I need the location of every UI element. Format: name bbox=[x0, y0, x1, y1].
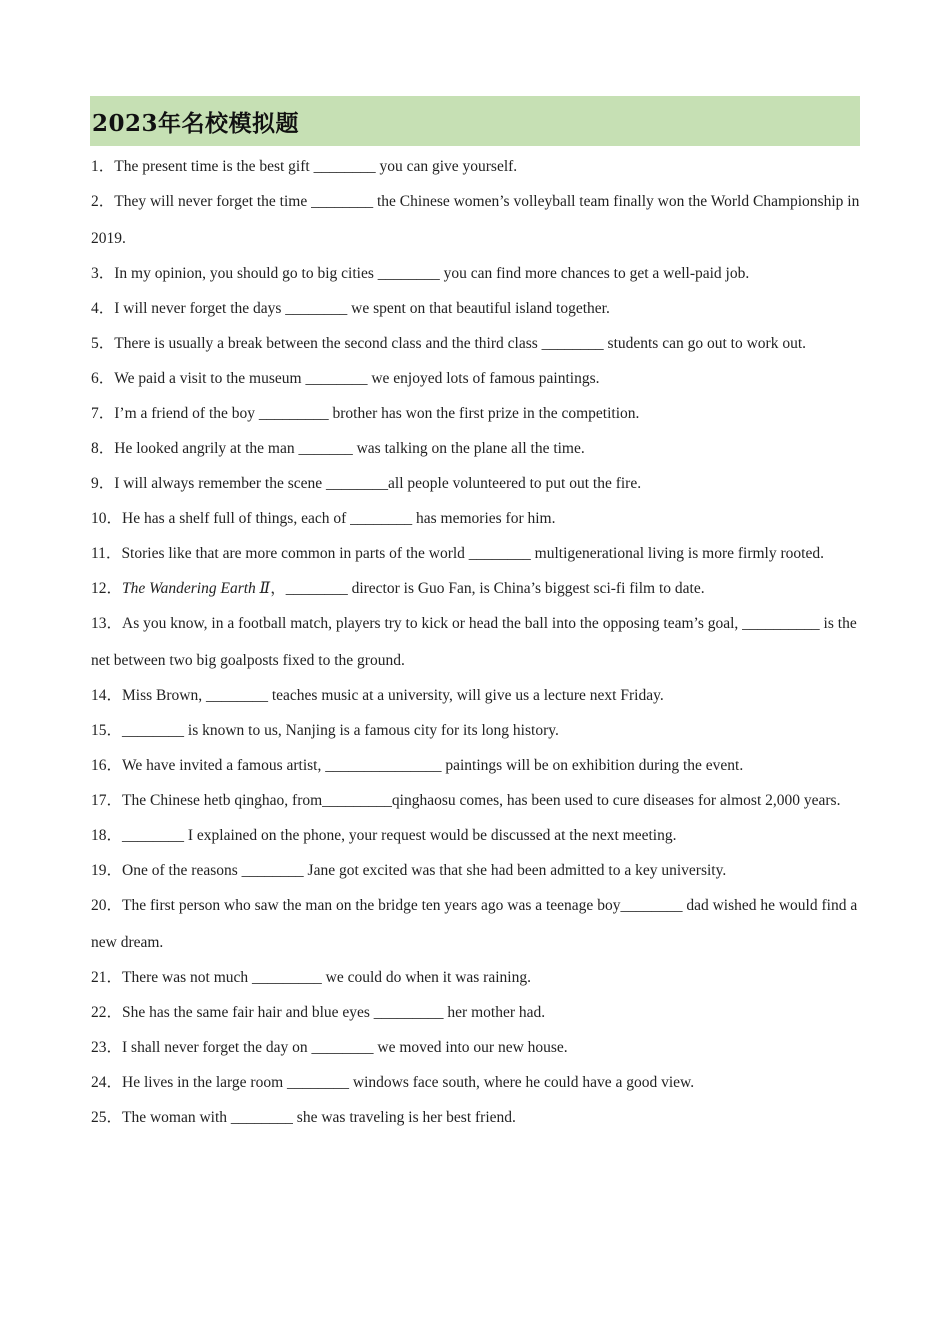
question-text: One of the reasons ________ Jane got excited was that she had been admitted to a key university. bbox=[122, 862, 727, 879]
question-item bbox=[91, 290, 861, 327]
question-number: 7． bbox=[91, 405, 115, 422]
question-text: She has the same fair hair and blue eyes _________ her mother had. bbox=[122, 1004, 546, 1021]
film-title: The Wandering Earth Ⅱ bbox=[122, 580, 271, 597]
question-text: Stories like that are more common in parts of the world ________ multigenerational living is more firmly rooted. bbox=[121, 545, 824, 562]
question-text: There is usually a break between the second class and the third class ________ students can go out to work out. bbox=[114, 335, 806, 352]
question-number: 24． bbox=[91, 1074, 123, 1091]
question-number: 19． bbox=[91, 862, 123, 879]
question-number: 22． bbox=[91, 1004, 123, 1021]
question-text: They will never forget the time ________ the Chinese women’s volleyball team finally won the World Championship in 2019. bbox=[91, 193, 860, 247]
question-number: 5． bbox=[91, 335, 115, 352]
question-text: As you know, in a football match, players try to kick or head the ball into the opposing team’s goal, __________ is the net between two big goalposts fixed to the ground. bbox=[91, 615, 857, 669]
question-list bbox=[91, 148, 861, 1134]
question-text: ________ I explained on the phone, your request would be discussed at the next meeting. bbox=[122, 827, 677, 844]
question-number: 3． bbox=[91, 265, 115, 282]
question-item bbox=[91, 994, 861, 1031]
question-number: 21． bbox=[91, 969, 123, 986]
question-item bbox=[91, 535, 861, 572]
question-text: The first person who saw the man on the bridge ten years ago was a teenage boy________ dad wished he would find a new dream. bbox=[91, 897, 858, 951]
question-item bbox=[91, 183, 861, 257]
question-item bbox=[91, 148, 861, 185]
question-text: I’m a friend of the boy _________ brother has won the first prize in the competition. bbox=[114, 405, 640, 422]
section-header bbox=[90, 96, 860, 146]
question-text: I will never forget the days ________ we spent on that beautiful island together. bbox=[114, 300, 610, 317]
question-item bbox=[91, 852, 861, 889]
question-item bbox=[91, 1099, 861, 1136]
question-number: 8． bbox=[91, 440, 115, 457]
question-item bbox=[91, 360, 861, 397]
question-text: The woman with ________ she was traveling is her best friend. bbox=[122, 1109, 516, 1126]
question-number: 17． bbox=[91, 792, 123, 809]
question-number: 1． bbox=[91, 158, 115, 175]
question-text: In my opinion, you should go to big cities ________ you can find more chances to get a well-paid job. bbox=[114, 265, 750, 282]
question-text: The present time is the best gift ________ you can give yourself. bbox=[114, 158, 518, 175]
question-number: 20． bbox=[91, 897, 123, 914]
question-item bbox=[91, 465, 861, 502]
question-item bbox=[91, 782, 861, 819]
question-text: There was not much _________ we could do when it was raining. bbox=[122, 969, 531, 986]
question-number: 25． bbox=[91, 1109, 123, 1126]
question-item bbox=[91, 500, 861, 537]
question-text: ________ is known to us, Nanjing is a famous city for its long history. bbox=[122, 722, 559, 739]
question-text: He looked angrily at the man _______ was talking on the plane all the time. bbox=[114, 440, 585, 457]
question-item bbox=[91, 887, 861, 961]
question-number: 9． bbox=[91, 475, 115, 492]
question-item bbox=[91, 255, 861, 292]
question-text: He has a shelf full of things, each of ________ has memories for him. bbox=[122, 510, 556, 527]
question-number: 15． bbox=[91, 722, 123, 739]
question-number: 16． bbox=[91, 757, 123, 774]
question-item bbox=[91, 605, 861, 679]
question-number: 18． bbox=[91, 827, 123, 844]
question-text: We paid a visit to the museum ________ we enjoyed lots of famous paintings. bbox=[114, 370, 600, 387]
question-number: 2． bbox=[91, 193, 115, 210]
question-number: 6． bbox=[91, 370, 115, 387]
question-item bbox=[91, 817, 861, 854]
question-item bbox=[91, 677, 861, 714]
section-title: 2023年名校模拟题 bbox=[92, 110, 300, 137]
question-text: He lives in the large room ________ windows face south, where he could have a good view. bbox=[122, 1074, 695, 1091]
question-item bbox=[91, 959, 861, 996]
question-text: ，________ director is Guo Fan, is China’s biggest sci-fi film to date. bbox=[270, 580, 705, 597]
question-item bbox=[91, 747, 861, 784]
question-text: We have invited a famous artist, _______________ paintings will be on exhibition during the event. bbox=[122, 757, 744, 774]
question-item bbox=[91, 395, 861, 432]
question-item bbox=[91, 325, 861, 362]
question-number: 23． bbox=[91, 1039, 123, 1056]
question-item bbox=[91, 712, 861, 749]
question-number: 10． bbox=[91, 510, 123, 527]
question-text: Miss Brown, ________ teaches music at a university, will give us a lecture next Friday. bbox=[122, 687, 664, 704]
question-number: 13． bbox=[91, 615, 123, 632]
question-item bbox=[91, 430, 861, 467]
question-item bbox=[91, 1029, 861, 1066]
question-text: I shall never forget the day on ________ we moved into our new house. bbox=[122, 1039, 568, 1056]
question-number: 12． bbox=[91, 580, 123, 597]
question-text: I will always remember the scene ________all people volunteered to put out the fire. bbox=[114, 475, 642, 492]
question-item bbox=[91, 1064, 861, 1101]
question-number: 11． bbox=[91, 545, 122, 562]
question-item bbox=[91, 570, 861, 607]
question-number: 4． bbox=[91, 300, 115, 317]
question-number: 14． bbox=[91, 687, 123, 704]
question-text: The Chinese hetb qinghao, from_________qinghaosu comes, has been used to cure diseases for almost 2,000 years. bbox=[122, 792, 841, 809]
